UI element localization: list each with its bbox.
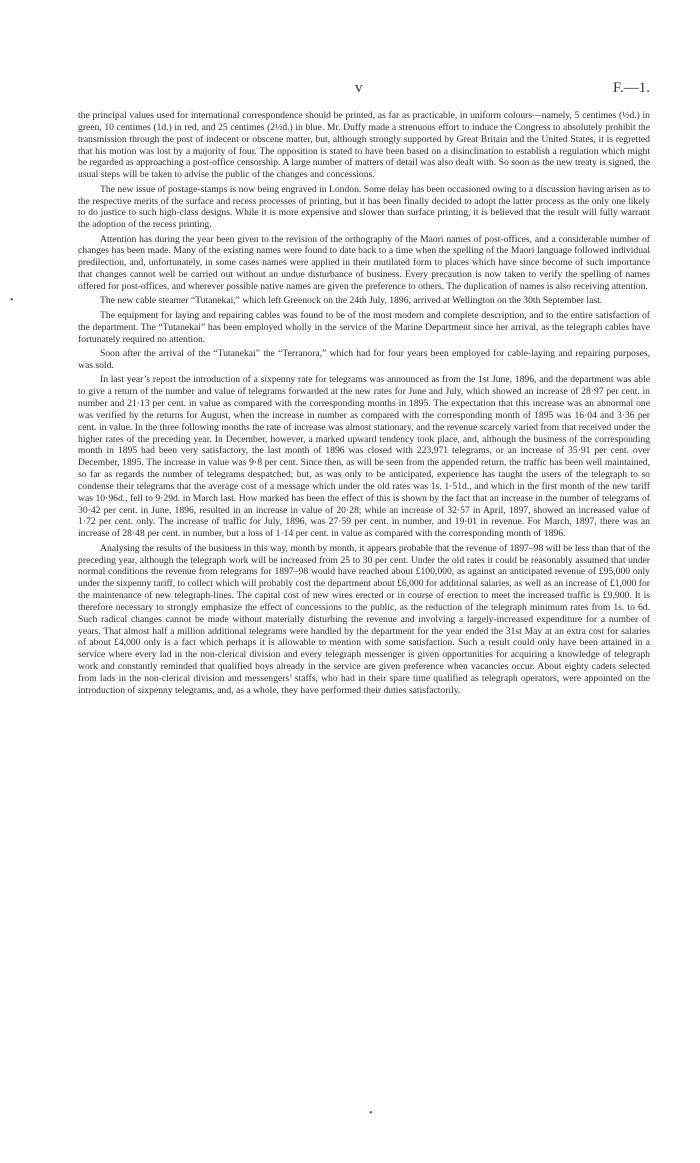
margin-mark: •: [10, 295, 14, 306]
paragraph-sixpenny-rate: In last year’s report the introduction of a sixpenny rate for telegrams was announced as from the 1st June, 1896, and the department was able to give a return of the number and value of telegrams forwarded at the new rates for June and July, which showed an increase of 28·97 per cent. in number and 21·13 per cent. in value as compared with the corresponding months in 1895. The expectation that this increase was an abnormal one was verified by the returns for August, when the increase in number as compared with the corresponding month of 1895 was 16·04 and 3·36 per cent. in value. In the three following months the rate of increase was almost stationary, and the revenue scarcely varied from that received under the higher rates of the preceding year. In December, however, a marked upward tendency took place, and, although the business of the corresponding month in 1895 had been very satisfactory, the last month of 1896 was closed with 223,971 telegrams, or an increase of 35·91 per cent. over December, 1895. The increase in value was 9·8 per cent. Since then, as will be seen from the appended return, the traffic has been well maintained, so far as regards the number of telegrams despatched; but, as was only to be anticipated, experience has taught the users of the telegraph to so condense their telegrams that the average cost of a message which under the old rates was 1s. 1·51d., and which in the first month of the new tariff was 10·96d., fell to 9·29d. in March last. How marked has been the effect of this is shown by the fact that an increase in the number of telegrams of 30·42 per cent. in June, 1896, resulted in an increase in value of 20·28; while an increase of 32·57 in April, 1897, showed an increased value of 1·72 per cent. only. The increase of traffic for July, 1896, was 27·59 per cent. in number, and 19·01 in revenue. For March, 1897, there was an increase of 28·48 per cent. in number, but a loss of 1·14 per cent. in value as compared with the corresponding month of 1896.: [78, 374, 650, 540]
paragraph-revenue-analysis: Analysing the results of the business in this way, month by month, it appears probable that the revenue of 1897–98 will be less than that of the preceding year, although the telegraph work will be increased from 25 to 30 per cent. Under the old rates it could be reasonably assumed that under normal conditions the revenue from telegrams for 1897–98 would have reached about £100,000, as against an anticipated revenue of £95,000 only under the sixpenny tariff, to collect which will probably cost the department about £6,000 for additional salaries, as well as an increase of £1,000 for the maintenance of new telegraph-lines. The capital cost of new wires erected or in course of erection to meet the increased traffic is £9,900. It is therefore necessary to strongly emphasize the effect of concessions to the public, as the reduction of the telegraph minimum rates from 1s. to 6d. Such radical changes cannot be made without materially disturbing the revenue and involving a largely-increased expenditure for a number of years. That almost half a million additional telegrams were handled by the department for the year ended the 31st May at an extra cost for salaries of about £4,000 only is a fact which perhaps it is allowable to mention with some satisfaction. Such a result could only have been attained in a service where every lad in the non-clerical division and every telegraph messenger is given opportunities for acquiring a knowledge of telegraph work and constantly reminded that qualified boys already in the service are given preference when vacancies occur. About eighty cadets selected from lads in the non-clerical division and messengers’ staffs, who had in their spare time qualified as telegraph operators, were appointed on the introduction of sixpenny telegrams, and, as a whole, they have performed their duties satisfactorily.: [78, 542, 650, 696]
body-text: [78, 110, 650, 697]
page-number: v: [355, 80, 363, 96]
paragraph-cable-equipment: The equipment for laying and repairing cables was found to be of the most modern and complete description, and to the entire satisfaction of the department. The “Tutanekai” has been employed wholly in the service of the Marine Department since her arrival, as the telegraph cables have fortunately required no attention.: [78, 309, 650, 345]
paragraph-cable-steamer: The new cable steamer “Tutanekai,” which left Greenock on the 24th July, 1896, arrived at Wellington on the 30th September last.: [100, 295, 603, 307]
document-reference: F.—1.: [612, 80, 650, 96]
paragraph-terranora: Soon after the arrival of the “Tutanekai” the “Terranora,” which had for four years been employed for cable-laying and repairing purposes, was sold.: [78, 348, 650, 371]
paragraph-maori-names: Attention has during the year been given to the revision of the orthography of the Maori names of post-offices, and a considerable number of changes has been made. Many of the existing names were found to date back to a time when the spelling of the Maori language followed individual predilection, and, unfortunately, in some cases names were applied in their mutilated form to places which have since become of such importance that changes cannot well be carried out without an undue disturbance of business. Every precaution is now taken to verify the spelling of names offered for post-offices, and wherever possible native names are given the preference to others. The duplication of names is also receiving attention.: [78, 233, 650, 292]
paragraph-continuation-postal-union: the principal values used for international correspondence should be printed, as far as practicable, in uniform colours—namely, 5 centimes (½d.) in green, 10 centimes (1d.) in red, and 25 centimes (2½d.) in blue. Mr. Duffy made a strenuous effort to induce the Congress to absolutely prohibit the transmission through the post of indecent or obscene matter, but, although strongly supported by Great Britain and the United States, it is regretted that his motion was lost by a majority of four. The opposition is stated to have been based on a disinclination to establish a regulation which might be regarded as approaching a post-office censorship. A large number of matters of detail was also dealt with. So soon as the new treaty is signed, the usual steps will be taken to advise the public of the changes and concessions.: [78, 110, 650, 181]
paragraph-postage-stamps: The new issue of postage-stamps is now being engraved in London. Some delay has been occasioned owing to a discussion having arisen as to the respective merits of the surface and recess processes of printing, but it has been finally decided to adopt the latter process as the only one likely to do justice to such high-class designs. While it is more expensive and slower than surface printing, it is believed that the result will fully warrant the adoption of the recess printing.: [78, 183, 650, 231]
footer-mark: •: [369, 1108, 373, 1119]
